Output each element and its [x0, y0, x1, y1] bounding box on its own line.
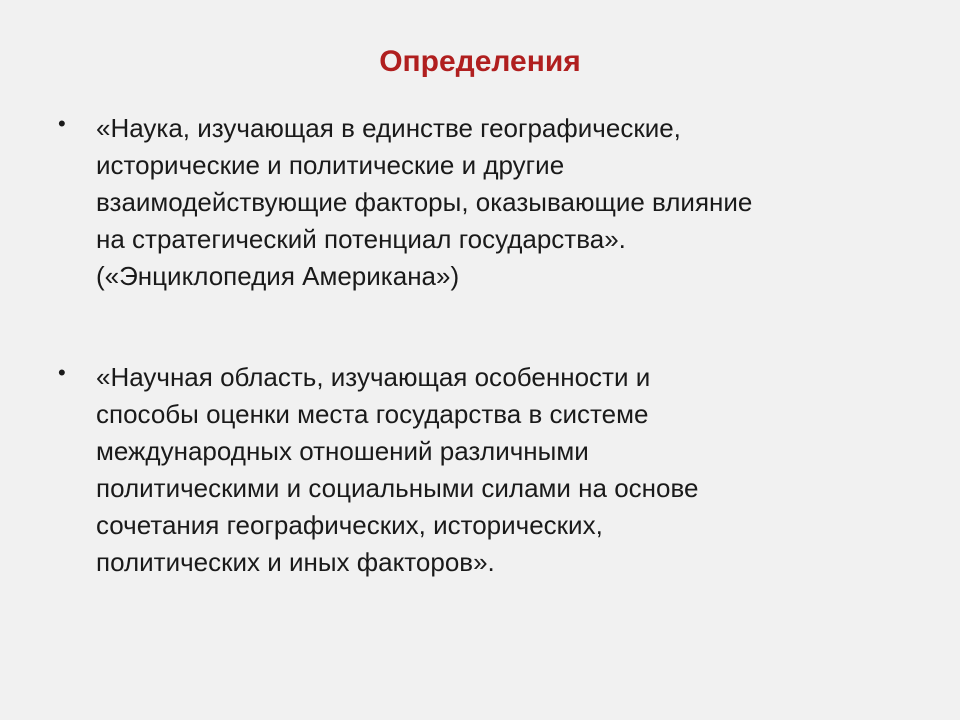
definition-2-line-2: способы оценки места государства в системе: [96, 399, 649, 429]
definition-1-source: («Энциклопедия Американа»): [96, 261, 460, 291]
definition-2-line-5: сочетания географических, исторических,: [96, 510, 603, 540]
definition-1-line-1: «Наука, изучающая в единстве географические,: [96, 113, 681, 143]
definition-2-line-1: «Научная область, изучающая особенности и: [96, 362, 651, 392]
definition-2-line-6: политических и иных факторов».: [96, 547, 495, 577]
bullet-icon: •: [58, 111, 66, 136]
definition-2-line-3: международных отношений различными: [96, 436, 589, 466]
bullet-icon: •: [58, 360, 66, 385]
definition-1-line-3: взаимодействующие факторы, оказывающие влияние: [96, 187, 753, 217]
definition-2-line-4: политическими и социальными силами на основе: [96, 473, 699, 503]
definition-item-1: [58, 110, 918, 295]
definitions-list: [58, 110, 918, 581]
definition-1-line-4: на стратегический потенциал государства».: [96, 224, 626, 254]
slide-title: Определения: [379, 45, 581, 78]
definition-item-2: [58, 359, 918, 581]
definition-1-line-2: исторические и политические и другие: [96, 150, 565, 180]
